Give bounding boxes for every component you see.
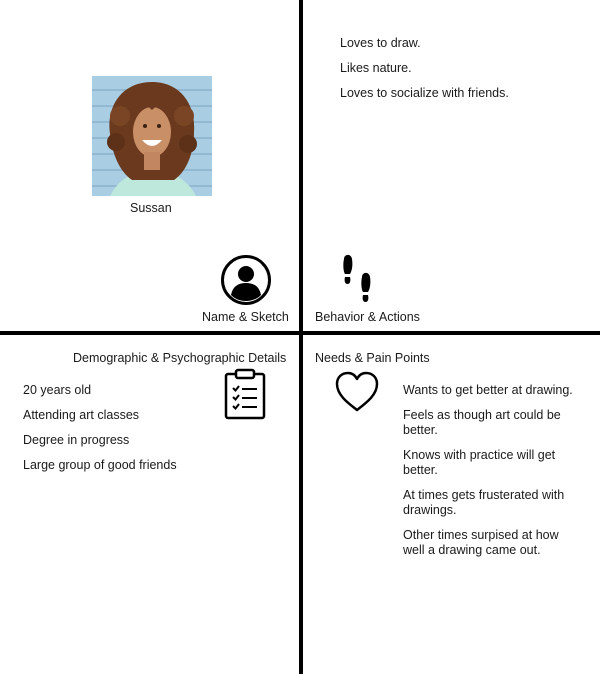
footprints-icon <box>338 253 378 310</box>
heart-icon <box>334 370 380 419</box>
persona-photo <box>92 76 212 196</box>
behavior-actions-label: Behavior & Actions <box>315 310 420 324</box>
list-item: Loves to socialize with friends. <box>340 86 509 100</box>
list-item: Other times surpised at how well a drawing came out. <box>403 528 559 557</box>
list-item: At times gets frusterated with drawings. <box>403 488 565 517</box>
persona-name: Sussan <box>130 201 172 215</box>
list-item: Likes nature. <box>340 61 412 75</box>
list-item: 20 years old <box>23 383 92 397</box>
list-item: Knows with practice will get better. <box>403 448 556 477</box>
list-item: Feels as though art could be better. <box>403 408 561 437</box>
list-item: Degree in progress <box>23 433 130 447</box>
list-item: Attending art classes <box>23 408 140 422</box>
demographic-label: Demographic & Psychographic Details <box>73 351 287 365</box>
clipboard-checklist-icon <box>224 368 268 425</box>
list-item: Large group of good friends <box>23 458 177 472</box>
user-circle-icon <box>220 254 272 311</box>
needs-list <box>403 383 583 558</box>
name-sketch-label: Name & Sketch <box>202 310 289 324</box>
list-item: Loves to draw. <box>340 36 421 50</box>
horizontal-axis <box>0 331 600 335</box>
needs-pain-points-label: Needs & Pain Points <box>315 351 430 365</box>
vertical-axis <box>299 0 303 674</box>
list-item: Wants to get better at drawing. <box>403 383 573 397</box>
behavior-list <box>340 36 509 101</box>
demographic-list <box>23 383 177 473</box>
